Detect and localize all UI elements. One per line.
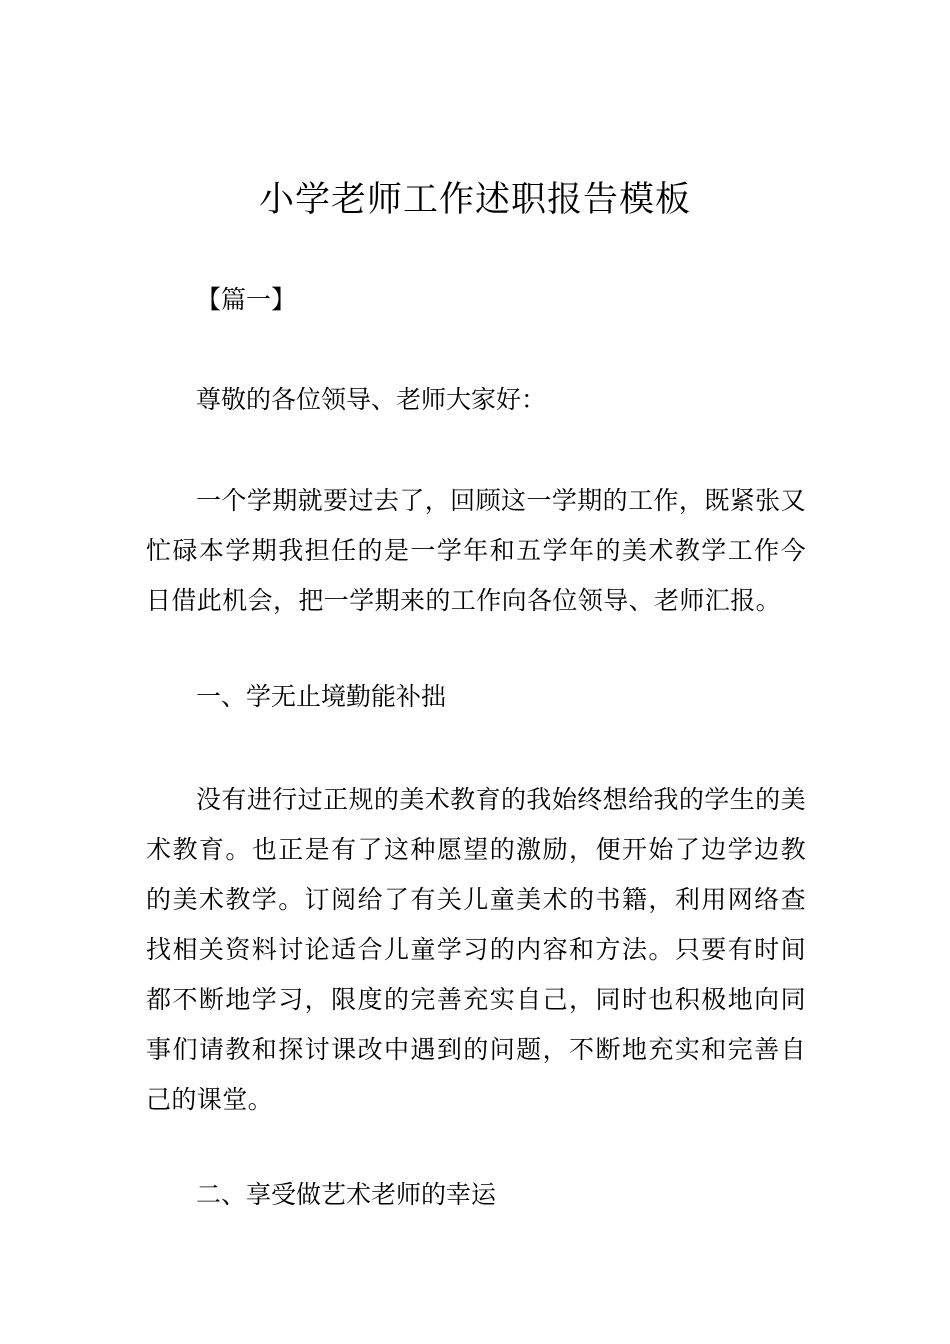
section-heading-2: 二、享受做艺术老师的幸运 <box>196 1180 497 1209</box>
body-paragraph-1: 没有进行过正规的美术教育的我始终想给我的学生的美术教育。也正是有了这种愿望的激励，便开始了边学边教的美术教学。订阅给了有关儿童美术的书籍，利用网络查找相关资料讨论适合儿童学习的内容和方法。只要有时间都不断地学习，限度的完善充实自己，同时也积极地向同事们请教和探讨课改中遇到的问题，不断地充实和完善自己的课堂。 <box>146 785 806 1114</box>
intro-paragraph: 一个学期就要过去了，回顾这一学期的工作，既紧张又忙碌本学期我担任的是一学年和五学年的美术教学工作今日借此机会，把一学期来的工作向各位领导、老师汇报。 <box>146 486 806 615</box>
section-label: 【篇一】 <box>196 285 297 314</box>
greeting-line: 尊敬的各位领导、老师大家好： <box>196 385 547 414</box>
section-heading-1: 一、学无止境勤能补拙 <box>196 682 447 711</box>
document-title: 小学老师工作述职报告模板 <box>258 180 691 220</box>
